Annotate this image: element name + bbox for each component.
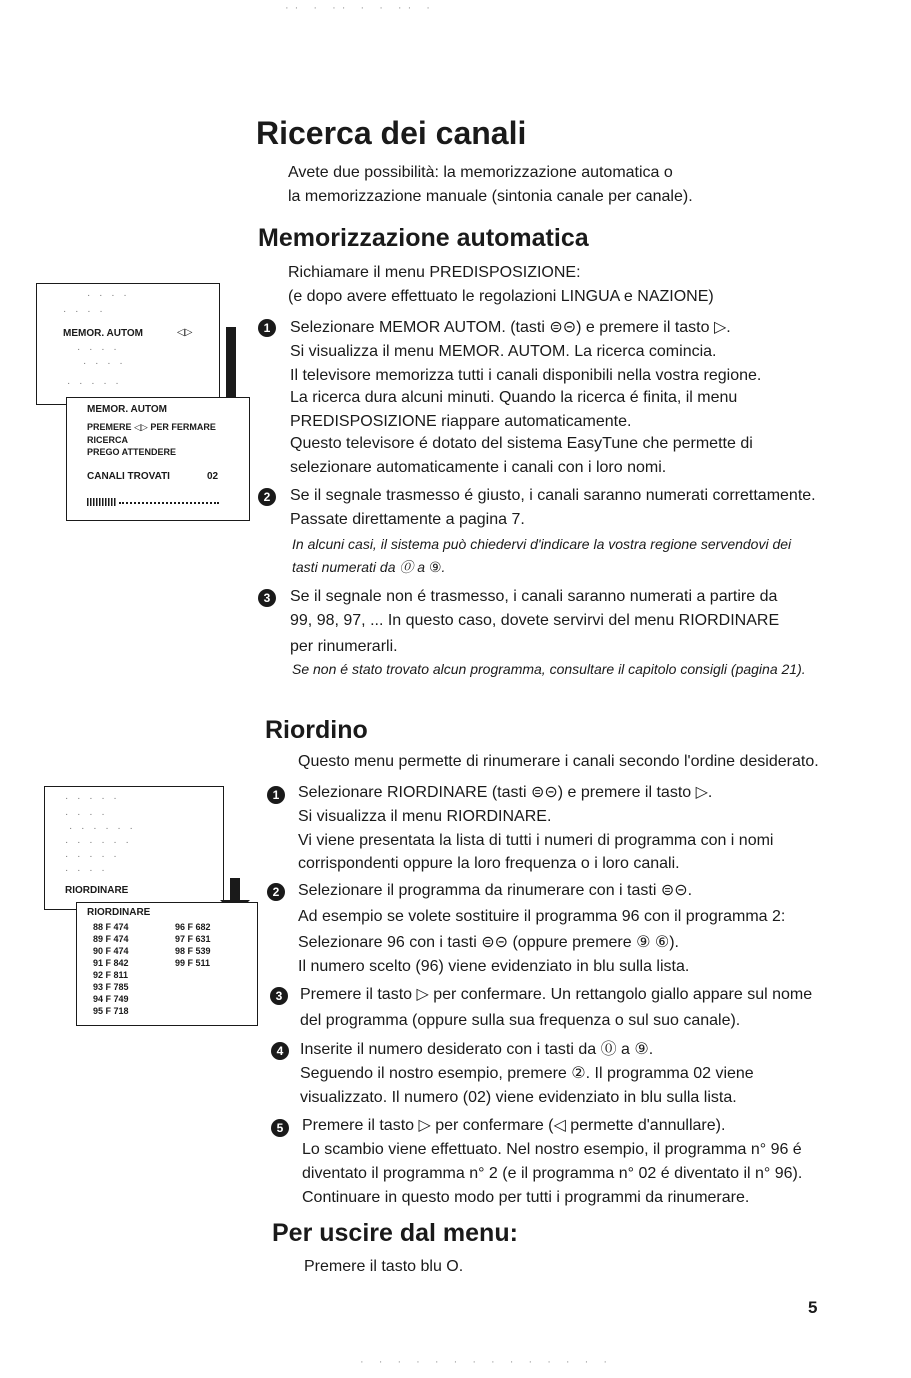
- step-number: 3: [258, 589, 276, 607]
- tv-screen-back: [36, 283, 220, 405]
- blurred-menu-text: · · · · ·: [67, 378, 122, 389]
- tv-menu-line: RICERCA: [87, 435, 129, 445]
- tv-found-label: CANALI TROVATI: [87, 471, 170, 482]
- step-text: corrispondenti oppure la loro frequenza o i loro canali.: [298, 855, 680, 872]
- program-entry: 93 F 785: [93, 982, 129, 992]
- step-text: visualizzato. Il numero (02) viene evidenziato in blu sulla lista.: [300, 1089, 737, 1106]
- step-text: Questo televisore é dotato del sistema EasyTune che permette di: [290, 435, 753, 452]
- step-text: La ricerca dura alcuni minuti. Quando la ricerca é finita, il menu: [290, 389, 738, 406]
- blurred-menu-text: · · · · · ·: [65, 837, 132, 848]
- scan-artifact: · · · · · · · · · · · · · ·: [360, 1356, 614, 1368]
- step-text: diventato il programma n° 2 (e il programma n° 02 é diventato il n° 96).: [302, 1165, 803, 1182]
- step-text: Seguendo il nostro esempio, premere ②. Il programma 02 viene: [300, 1065, 754, 1082]
- blurred-menu-text: · · · ·: [83, 358, 126, 369]
- step-text: Ad esempio se volete sostituire il programma 96 con il programma 2:: [298, 908, 786, 925]
- step-text: Selezionare 96 con i tasti ⊜⊝ (oppure premere ⑨ ⑥).: [298, 934, 679, 951]
- blurred-menu-text: · · · · ·: [65, 793, 120, 804]
- step-number: 2: [258, 488, 276, 506]
- program-entry: 96 F 682: [175, 922, 211, 932]
- blurred-menu-text: · · · · ·: [65, 851, 120, 862]
- intro-line: la memorizzazione manuale (sintonia canale per canale).: [288, 188, 693, 205]
- step-note: Se non é stato trovato alcun programma, consultare il capitolo consigli (pagina 21).: [292, 661, 806, 677]
- riordino-lead: Questo menu permette di rinumerare i canali secondo l'ordine desiderato.: [298, 753, 819, 770]
- tv-screen-back: [44, 786, 224, 910]
- tv-menu-line: PREMERE ◁▷ PER FERMARE: [87, 422, 216, 432]
- section-heading-exit: Per uscire dal menu:: [272, 1219, 518, 1247]
- step-text: selezionare automaticamente i canali con i loro nomi.: [290, 459, 667, 476]
- tv-menu-selected-item: MEMOR. AUTOM: [63, 328, 143, 339]
- tv-menu-selected-item: RIORDINARE: [65, 885, 129, 896]
- step-number: 4: [271, 1042, 289, 1060]
- step-text: Il numero scelto (96) viene evidenziato in blu sulla lista.: [298, 958, 690, 975]
- step-number: 1: [258, 319, 276, 337]
- blurred-menu-text: · · · ·: [87, 290, 130, 301]
- page-title: Ricerca dei canali: [256, 115, 527, 151]
- step-text: PREDISPOSIZIONE riappare automaticamente.: [290, 413, 632, 430]
- step-text: Il televisore memorizza tutti i canali disponibili nella vostra regione.: [290, 367, 762, 384]
- exit-text: Premere il tasto blu O.: [304, 1258, 464, 1275]
- page-number: 5: [808, 1298, 818, 1317]
- program-entry: 88 F 474: [93, 922, 129, 932]
- blurred-menu-text: · · · ·: [65, 809, 108, 820]
- tv-menu-title: MEMOR. AUTOM: [87, 404, 167, 415]
- blurred-menu-text: · · · ·: [77, 344, 120, 355]
- program-entry: 90 F 474: [93, 946, 129, 956]
- step-text: 99, 98, 97, ... In questo caso, dovete servirvi del menu RIORDINARE: [290, 612, 780, 629]
- step-text: Si visualizza il menu MEMOR. AUTOM. La ricerca comincia.: [290, 343, 717, 360]
- tv-screen-riordinare: [76, 902, 258, 1026]
- blurred-menu-text: · · · · · ·: [69, 823, 136, 834]
- step-text: Se il segnale trasmesso é giusto, i canali saranno numerati correttamente.: [290, 487, 816, 504]
- arrows-icon: ◁▷: [177, 327, 193, 338]
- step-text: Vi viene presentata la lista di tutti i numeri di programma con i nomi: [298, 832, 774, 849]
- program-entry: 89 F 474: [93, 934, 129, 944]
- program-entry: 97 F 631: [175, 934, 211, 944]
- step-text: Premere il tasto ▷ per confermare (◁ permette d'annullare).: [302, 1117, 726, 1134]
- step-number: 2: [267, 883, 285, 901]
- intro-line: Avete due possibilità: la memorizzazione automatica o: [288, 164, 673, 181]
- step-text: Selezionare MEMOR AUTOM. (tasti ⊜⊝) e premere il tasto ▷.: [290, 319, 731, 336]
- step-text: Inserite il numero desiderato con i tasti da ⓪ a ⑨.: [300, 1041, 654, 1058]
- section-heading-riordino: Riordino: [265, 716, 368, 744]
- step-number: 3: [270, 987, 288, 1005]
- scan-artifact: ·· · ·· · · ·· ·: [285, 2, 436, 14]
- program-entry: 99 F 511: [175, 958, 211, 968]
- step-text: Premere il tasto ▷ per confermare. Un rettangolo giallo appare sul nome: [300, 986, 813, 1003]
- step-text: Se il segnale non é trasmesso, i canali saranno numerati a partire da: [290, 588, 778, 605]
- step-note: In alcuni casi, il sistema può chiedervi d'indicare la vostra regione servendovi dei: [292, 536, 792, 552]
- progress-bar-fill: [87, 498, 117, 506]
- tv-found-value: 02: [207, 471, 219, 482]
- tv-menu-title: RIORDINARE: [87, 907, 151, 918]
- program-entry: 94 F 749: [93, 994, 129, 1004]
- blurred-menu-text: · · · ·: [65, 865, 108, 876]
- step-text: per rinumerarli.: [290, 638, 398, 655]
- step-number: 1: [267, 786, 285, 804]
- step-text: Lo scambio viene effettuato. Nel nostro esempio, il programma n° 96 é: [302, 1141, 802, 1158]
- step-text: del programma (oppure sulla sua frequenza o sul suo canale).: [300, 1012, 741, 1029]
- progress-bar-track: [119, 502, 219, 504]
- program-entry: 98 F 539: [175, 946, 211, 956]
- step-text: Si visualizza il menu RIORDINARE.: [298, 808, 552, 825]
- step-text: Passate direttamente a pagina 7.: [290, 511, 525, 528]
- auto-lead: Richiamare il menu PREDISPOSIZIONE:: [288, 264, 581, 281]
- step-number: 5: [271, 1119, 289, 1137]
- program-entry: 91 F 842: [93, 958, 129, 968]
- auto-lead: (e dopo avere effettuato le regolazioni LINGUA e NAZIONE): [288, 288, 714, 305]
- blurred-menu-text: · · · ·: [63, 306, 106, 317]
- tv-menu-line: PREGO ATTENDERE: [87, 447, 177, 457]
- tv-screen-memor-autom: [66, 397, 250, 521]
- step-text: Selezionare RIORDINARE (tasti ⊜⊝) e premere il tasto ▷.: [298, 784, 713, 801]
- arrow-shaft: [226, 327, 236, 405]
- section-heading-auto: Memorizzazione automatica: [258, 224, 589, 252]
- step-text: Selezionare il programma da rinumerare con i tasti ⊜⊝.: [298, 882, 693, 899]
- program-entry: 92 F 811: [93, 970, 129, 980]
- program-entry: 95 F 718: [93, 1006, 129, 1016]
- step-text: Continuare in questo modo per tutti i programmi da rinumerare.: [302, 1189, 750, 1206]
- step-note: tasti numerati da ⓪ a ⑨.: [292, 559, 446, 575]
